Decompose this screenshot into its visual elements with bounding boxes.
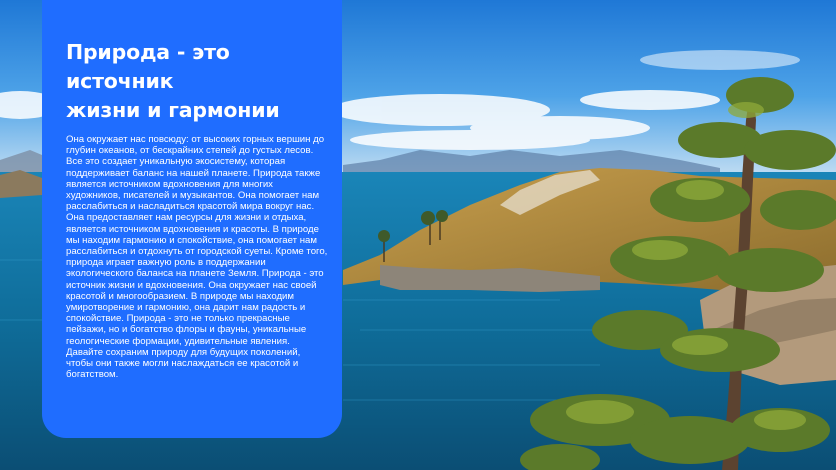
- slide-title-line-1: Природа - это источник: [66, 40, 230, 93]
- slide-title: [66, 38, 320, 125]
- slide-title-line-2: жизни и гармонии: [66, 98, 280, 122]
- slide-body-text: Она окружает нас повсюду: от высоких горных вершин до глубин океанов, от бескрайних степей до густых лесов. Все это создает уникальную экосистему, которая поддерживает баланс на нашей планете. Природа также является источником вдохновения для многих художников, писателей и музыкантов. Она помогает нам расслабиться и насладиться красотой мира вокруг нас. Она предоставляет нам ресурсы для жизни и отдыха, является источником вдохновения и красоты. В природе мы находим гармонию и спокойствие, она помогает нам расслабиться и отдохнуть от городской суеты. Кроме того, природа играет важную роль в поддержании экологического баланса на планете Земля. Природа - это источник жизни и вдохновения. Она окружает нас своей красотой и многообразием. В природе мы находим умиротворение и гармонию, она дарит нам радость и спокойствие. Природа - это не только прекрасные пейзажи, но и богатство флоры и фауны, уникальные геологические формации, удивительные явления. Давайте сохраним природу для будущих поколений, чтобы они также могли наслаждаться ее красотой и богатством.: [66, 134, 328, 381]
- text-panel: [42, 0, 342, 438]
